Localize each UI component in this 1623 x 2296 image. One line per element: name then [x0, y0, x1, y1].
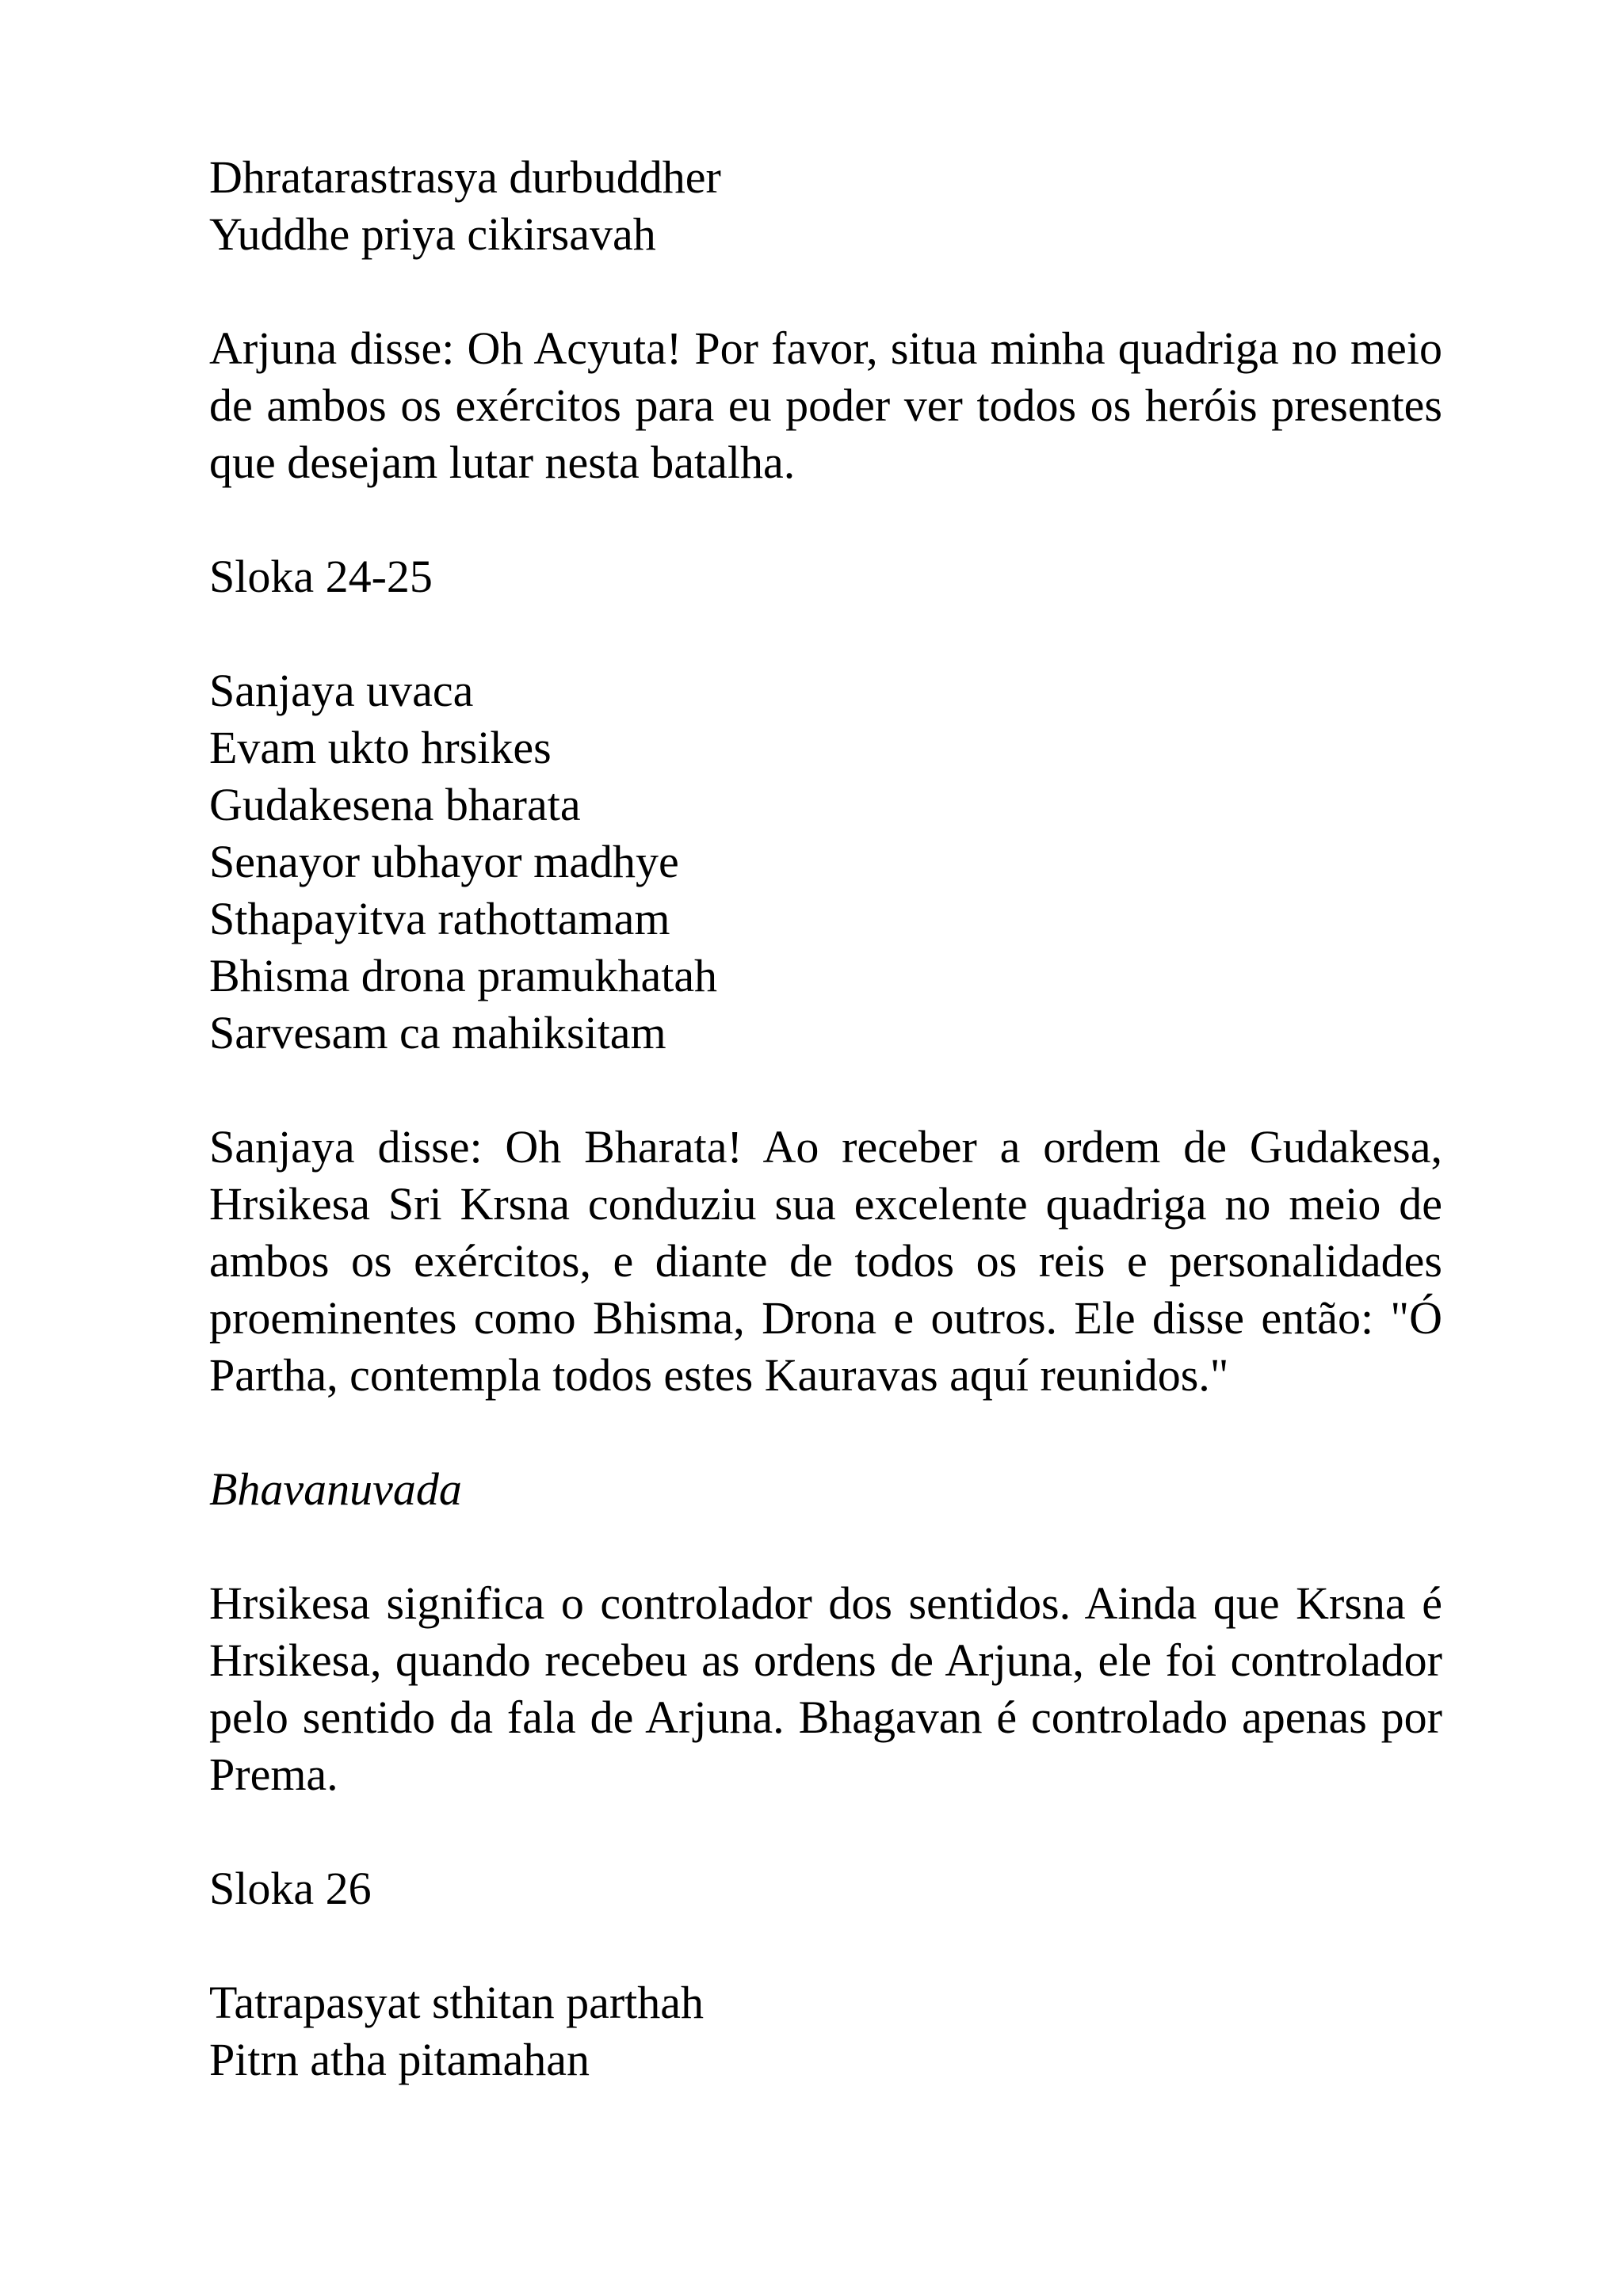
document-page [209, 149, 1442, 2088]
paragraph-gap [209, 491, 1442, 548]
verse-line: Dhratarastrasya durbuddher [209, 151, 721, 203]
commentary-paragraph: Hrsikesa significa o controlador dos sentidos. Ainda que Krsna é Hrsikesa, quando recebeu as ordens de Arjuna, ele foi controlador pelo sentido da fala de Arjuna. Bhagavan é controlado apenas por Prema. [209, 1577, 1442, 1800]
verse-line: Sanjaya uvaca [209, 665, 474, 716]
paragraph-gap [209, 1917, 1442, 1974]
translation-paragraph: Sanjaya disse: Oh Bharata! Ao receber a ordem de Gudakesa, Hrsikesa Sri Krsna conduziu sua excelente quadriga no meio de ambos os exércitos, e diante de todos os reis e personalidades proeminentes como Bhisma, Drona e outros. Ele disse então: "Ó Partha, contempla todos estes Kauravas aquí reunidos." [209, 1121, 1442, 1401]
sloka-heading: Sloka 24-25 [209, 551, 433, 602]
verse-line: Pitrn atha pitamahan [209, 2034, 590, 2085]
sloka-heading: Sloka 26 [209, 1863, 372, 1914]
paragraph-gap [209, 1404, 1442, 1461]
paragraph-gap [209, 1062, 1442, 1119]
paragraph-gap [209, 263, 1442, 320]
verse-line: Evam ukto hrsikes [209, 722, 552, 773]
paragraph-gap [209, 605, 1442, 662]
commentary-heading: Bhavanuvada [209, 1463, 462, 1515]
verse-line: Sthapayitva rathottamam [209, 893, 670, 944]
verse-line: Yuddhe priya cikirsavah [209, 208, 656, 260]
verse-line: Gudakesena bharata [209, 779, 581, 830]
verse-block-26 [209, 1974, 1442, 2088]
verse-line: Bhisma drona pramukhatah [209, 950, 718, 1001]
verse-block-previous [209, 149, 1442, 263]
verse-line: Sarvesam ca mahiksitam [209, 1007, 666, 1058]
translation-paragraph: Arjuna disse: Oh Acyuta! Por favor, situa minha quadriga no meio de ambos os exércitos para eu poder ver todos os heróis presentes que desejam lutar nesta batalha. [209, 322, 1442, 488]
verse-block-24-25 [209, 662, 1442, 1062]
verse-line: Tatrapasyat sthitan parthah [209, 1977, 705, 2028]
paragraph-gap [209, 1518, 1442, 1575]
paragraph-gap [209, 1803, 1442, 1860]
verse-line: Senayor ubhayor madhye [209, 836, 679, 887]
